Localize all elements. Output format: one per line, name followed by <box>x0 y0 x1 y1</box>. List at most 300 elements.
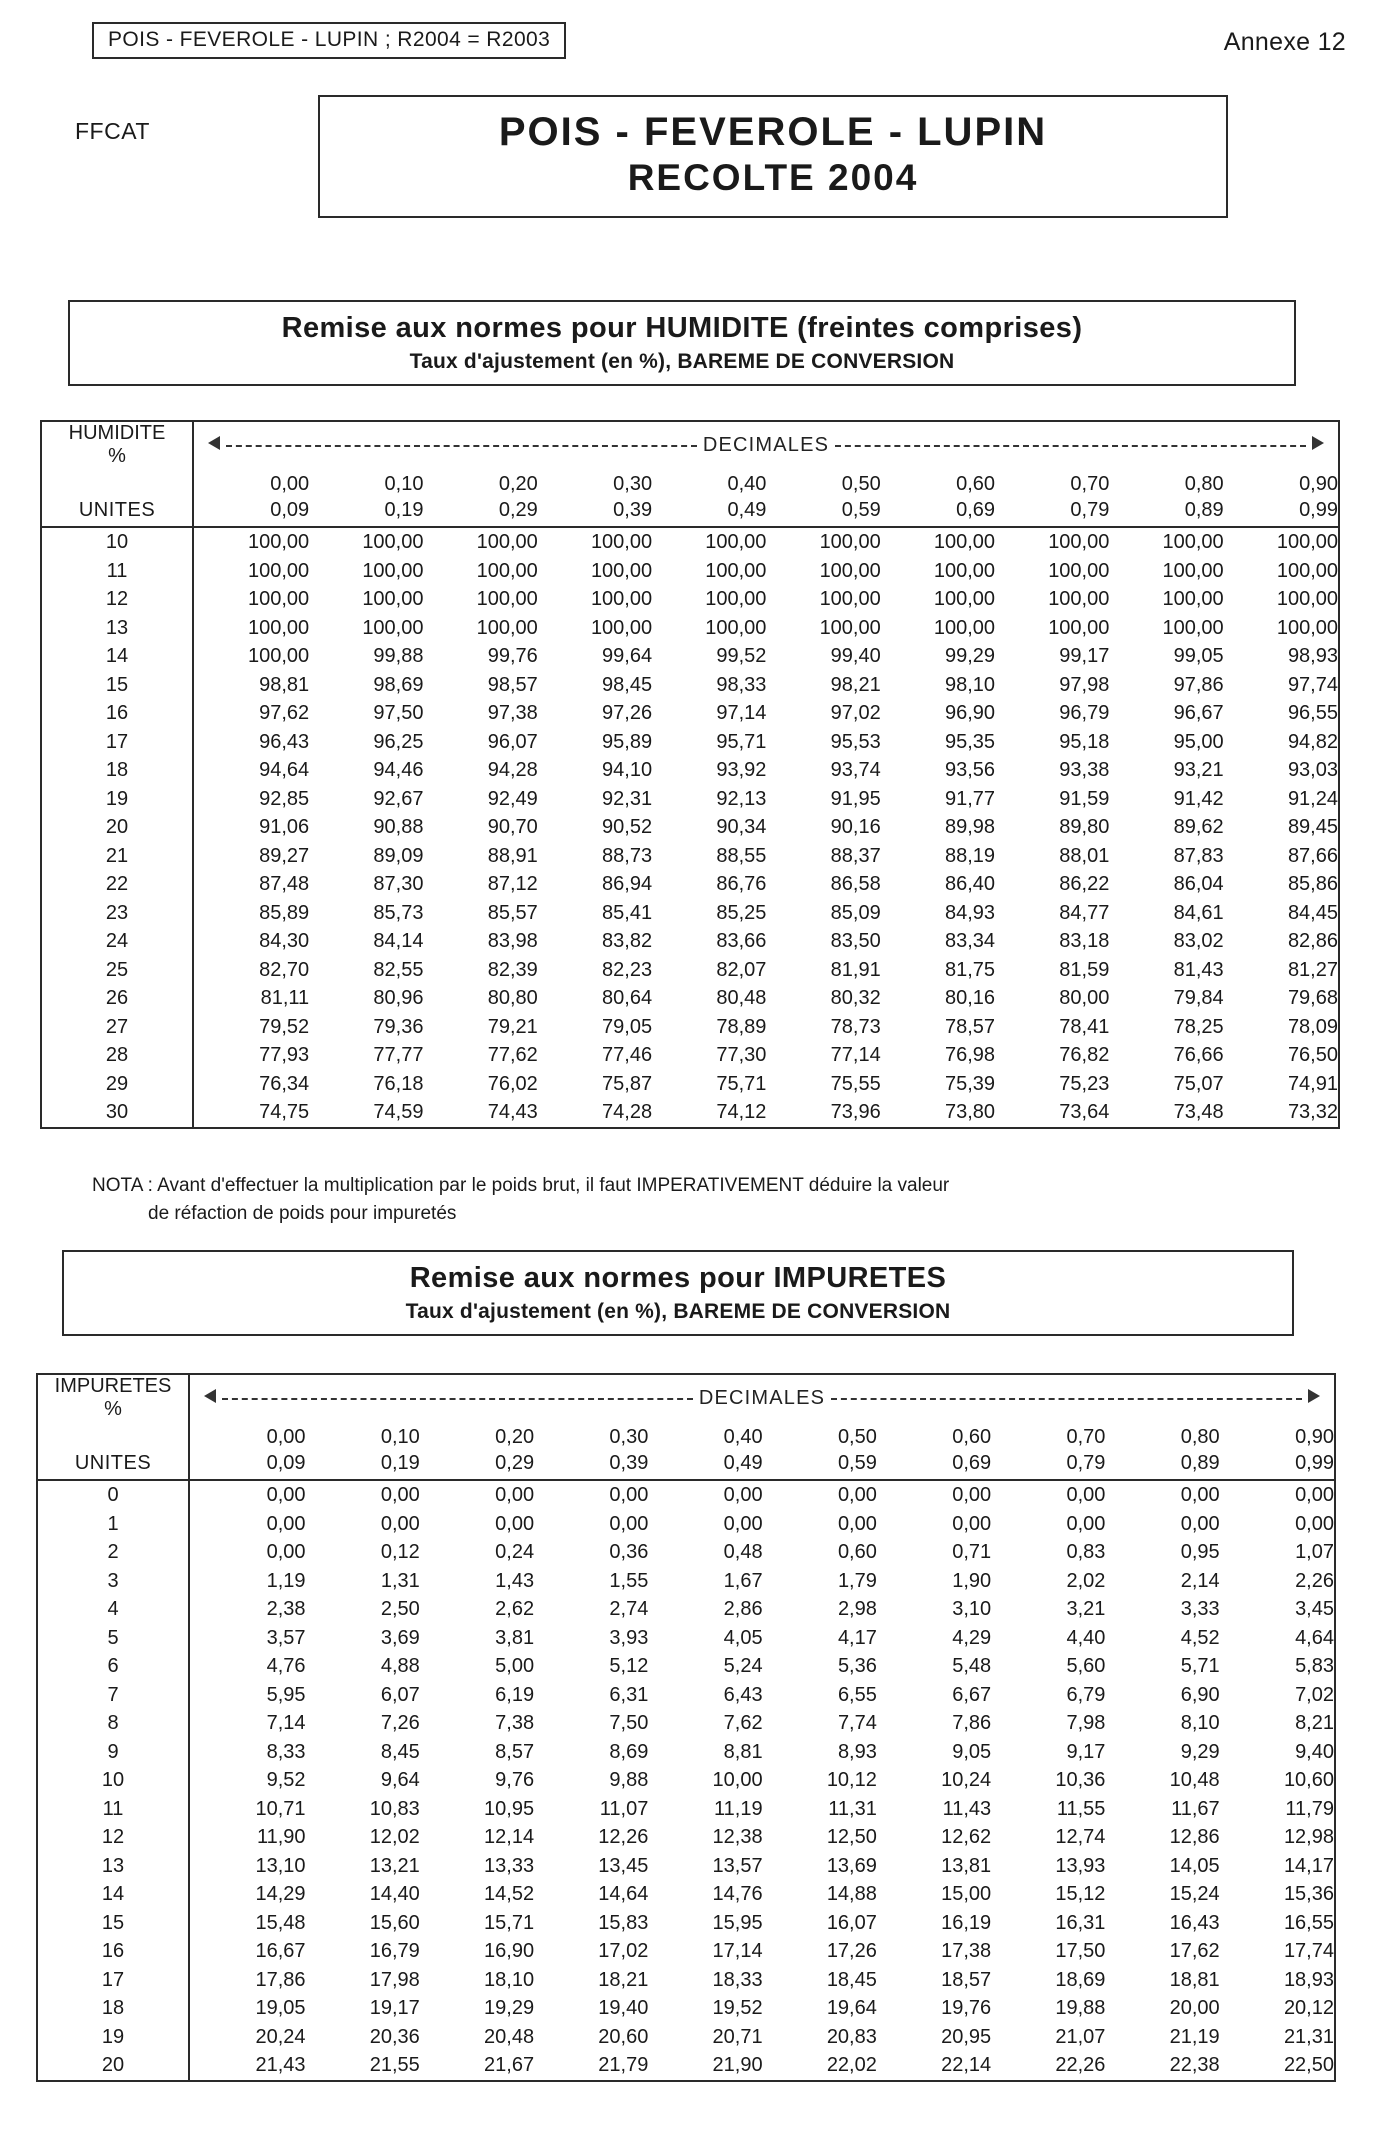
cell-10-4: 100,00 <box>705 531 767 553</box>
cell-23-3: 85,41 <box>602 901 653 924</box>
cell-26-3: 80,64 <box>602 987 653 1009</box>
row-unit-label: 12 <box>42 585 193 614</box>
cell-20-7: 89,80 <box>1059 816 1110 838</box>
cell-26-1: 80,96 <box>373 987 424 1009</box>
row-unit-label: 19 <box>38 2023 189 2052</box>
table-row <box>42 557 1338 586</box>
cell-6-3: 5,12 <box>609 1655 649 1677</box>
cell-21-3: 88,73 <box>602 844 653 867</box>
cell-10-7: 100,00 <box>1048 531 1110 553</box>
cell-19-1: 20,36 <box>369 2025 420 2048</box>
cell-16-1: 97,50 <box>373 702 424 724</box>
humidite-col-top-9: 0,90 <box>1299 473 1338 495</box>
table-row <box>42 956 1338 985</box>
cell-21-2: 88,91 <box>487 844 538 867</box>
cell-26-0: 81,11 <box>260 987 310 1009</box>
cell-30-4: 74,12 <box>716 1101 767 1123</box>
title-line-2: RECOLTE 2004 <box>627 157 919 199</box>
nota-line-2: de réfaction de poids pour impuretés <box>148 1202 457 1224</box>
cell-13-2: 100,00 <box>476 616 538 639</box>
cell-14-8: 15,24 <box>1169 1883 1220 1905</box>
cell-20-2: 90,70 <box>487 816 538 838</box>
cell-15-2: 15,71 <box>484 1911 535 1934</box>
cell-9-3: 8,69 <box>609 1740 649 1763</box>
cell-6-2: 5,00 <box>495 1655 535 1677</box>
cell-8-1: 7,26 <box>380 1712 420 1734</box>
cell-11-2: 10,95 <box>484 1797 535 1820</box>
cell-8-4: 7,62 <box>723 1712 763 1734</box>
cell-19-4: 20,71 <box>712 2025 763 2048</box>
cell-6-8: 5,71 <box>1180 1655 1220 1677</box>
cell-17-8: 18,81 <box>1169 1968 1220 1991</box>
cell-15-8: 97,86 <box>1173 673 1224 696</box>
cell-18-6: 93,56 <box>944 759 996 781</box>
cell-13-5: 13,69 <box>826 1854 877 1877</box>
cell-15-0: 15,48 <box>255 1911 306 1934</box>
impuretes-col-bot-4: 0,49 <box>648 1450 762 1480</box>
cell-25-2: 82,39 <box>487 958 538 981</box>
cell-18-1: 94,46 <box>373 759 424 781</box>
cell-15-3: 15,83 <box>598 1911 649 1934</box>
table-row <box>42 728 1338 757</box>
cell-26-8: 79,84 <box>1173 987 1224 1009</box>
cell-18-1: 19,17 <box>369 1997 420 2019</box>
cell-7-8: 6,90 <box>1180 1683 1220 1706</box>
cell-20-5: 22,02 <box>826 2054 877 2076</box>
cell-16-7: 17,50 <box>1055 1940 1106 1962</box>
cell-15-4: 98,33 <box>716 673 767 696</box>
cell-16-3: 17,02 <box>598 1940 649 1962</box>
cell-15-8: 16,43 <box>1169 1911 1220 1934</box>
row-unit-label: 29 <box>42 1070 193 1099</box>
cell-11-3: 100,00 <box>590 559 653 582</box>
cell-18-6: 19,76 <box>941 1997 992 2019</box>
row-unit-label: 3 <box>38 1567 189 1596</box>
cell-29-4: 75,71 <box>716 1072 767 1095</box>
cell-19-4: 92,13 <box>716 787 767 810</box>
cell-19-8: 21,19 <box>1169 2025 1220 2048</box>
cell-28-8: 76,66 <box>1173 1044 1224 1066</box>
row-unit-label: 27 <box>42 1013 193 1042</box>
cell-2-9: 1,07 <box>1295 1541 1334 1563</box>
cell-13-9: 14,17 <box>1283 1854 1334 1877</box>
cell-19-3: 20,60 <box>598 2025 649 2048</box>
cell-25-0: 82,70 <box>259 958 310 981</box>
cell-9-6: 9,05 <box>952 1740 992 1763</box>
cell-21-8: 87,83 <box>1173 844 1224 867</box>
cell-11-8: 100,00 <box>1162 559 1224 582</box>
humidite-decimales-label: DECIMALES <box>702 433 830 456</box>
cell-18-9: 20,12 <box>1283 1997 1334 2019</box>
cell-17-6: 95,35 <box>944 730 996 753</box>
cell-26-9: 79,68 <box>1287 987 1338 1009</box>
humidite-col-bot-7: 0,79 <box>995 497 1109 527</box>
cell-27-2: 79,21 <box>487 1015 538 1038</box>
cell-17-6: 18,57 <box>941 1968 992 1991</box>
cell-17-3: 18,21 <box>598 1968 649 1991</box>
cell-11-6: 100,00 <box>933 559 996 582</box>
cell-13-0: 100,00 <box>248 616 310 639</box>
cell-13-1: 100,00 <box>362 616 424 639</box>
cell-9-2: 8,57 <box>495 1740 535 1763</box>
cell-15-5: 98,21 <box>830 673 881 696</box>
top-header-row <box>0 22 1374 64</box>
humidite-range-top-row <box>42 468 1338 497</box>
impuretes-decimales-header <box>189 1375 1334 1421</box>
table-row <box>38 2023 1334 2052</box>
annexe-label: Annexe 12 <box>1223 28 1346 56</box>
cell-29-8: 75,07 <box>1173 1072 1224 1095</box>
row-unit-label: 17 <box>42 728 193 757</box>
impuretes-col-bot-7: 0,79 <box>991 1450 1105 1480</box>
cell-23-9: 84,45 <box>1287 901 1338 924</box>
cell-11-1: 10,83 <box>369 1797 420 1820</box>
table-row <box>42 813 1338 842</box>
cell-29-1: 76,18 <box>373 1072 424 1095</box>
cell-18-7: 19,88 <box>1055 1997 1106 2019</box>
humidite-col-top-0: 0,00 <box>270 473 310 495</box>
cell-17-0: 96,43 <box>259 730 310 753</box>
banner-impuretes-title: Remise aux normes pour IMPURETES <box>409 1262 947 1294</box>
cell-16-0: 16,67 <box>255 1940 306 1962</box>
cell-14-0: 100,00 <box>248 645 310 667</box>
arrow-left-icon <box>208 434 220 456</box>
table-row <box>38 1937 1334 1966</box>
cell-6-7: 5,60 <box>1066 1655 1106 1677</box>
table-row <box>38 1909 1334 1938</box>
cell-17-3: 95,89 <box>602 730 653 753</box>
table-row <box>42 1070 1338 1099</box>
impuretes-range-bottom-row <box>38 1450 1334 1480</box>
impuretes-table-body <box>38 1480 1334 2080</box>
humidite-col-top-3: 0,30 <box>613 473 653 495</box>
row-unit-label: 22 <box>42 870 193 899</box>
cell-1-7: 0,00 <box>1066 1512 1106 1535</box>
cell-20-2: 21,67 <box>484 2054 535 2076</box>
cell-5-3: 3,93 <box>609 1626 649 1649</box>
table-row <box>42 1041 1338 1070</box>
impuretes-col-top-2: 0,20 <box>495 1426 535 1448</box>
cell-1-1: 0,00 <box>380 1512 420 1535</box>
cell-21-4: 88,55 <box>716 844 767 867</box>
cell-23-0: 85,89 <box>259 901 310 924</box>
cell-23-2: 85,57 <box>487 901 538 924</box>
humidite-col-top-5: 0,50 <box>841 473 881 495</box>
cell-13-8: 14,05 <box>1169 1854 1220 1877</box>
row-unit-label: 18 <box>42 756 193 785</box>
row-unit-label: 20 <box>38 2051 189 2080</box>
dash-line-right <box>831 1398 1302 1400</box>
cell-18-3: 94,10 <box>602 759 653 781</box>
humidite-unites-label <box>42 497 193 527</box>
impuretes-corner-label <box>38 1375 189 1421</box>
table-row <box>42 614 1338 643</box>
cell-17-8: 95,00 <box>1173 730 1224 753</box>
cell-27-5: 78,73 <box>830 1015 881 1038</box>
cell-18-5: 93,74 <box>830 759 881 781</box>
table-row <box>38 1994 1334 2023</box>
cell-9-9: 9,40 <box>1295 1740 1334 1763</box>
cell-12-4: 100,00 <box>705 588 767 610</box>
cell-13-3: 13,45 <box>598 1854 649 1877</box>
row-unit-label: 20 <box>42 813 193 842</box>
cell-12-0: 11,90 <box>256 1826 306 1848</box>
cell-17-7: 95,18 <box>1059 730 1110 753</box>
impuretes-col-bot-8: 0,89 <box>1105 1450 1219 1480</box>
cell-22-6: 86,40 <box>944 873 996 895</box>
table-row <box>38 1652 1334 1681</box>
cell-0-4: 0,00 <box>723 1484 763 1506</box>
cell-1-0: 0,00 <box>266 1512 306 1535</box>
cell-17-7: 18,69 <box>1055 1968 1106 1991</box>
cell-21-7: 88,01 <box>1059 844 1110 867</box>
cell-15-6: 16,19 <box>941 1911 992 1934</box>
humidite-corner-label <box>42 422 193 468</box>
cell-0-9: 0,00 <box>1295 1484 1334 1506</box>
cell-30-7: 73,64 <box>1059 1101 1110 1123</box>
cell-5-4: 4,05 <box>723 1626 763 1649</box>
cell-12-8: 100,00 <box>1162 588 1224 610</box>
cell-20-9: 89,45 <box>1287 816 1338 838</box>
cell-30-8: 73,48 <box>1173 1101 1224 1123</box>
cell-29-9: 74,91 <box>1287 1072 1338 1095</box>
cell-10-4: 10,00 <box>712 1769 763 1791</box>
cell-19-0: 20,24 <box>255 2025 306 2048</box>
cell-3-9: 2,26 <box>1295 1569 1334 1592</box>
cell-2-8: 0,95 <box>1180 1541 1220 1563</box>
cell-1-5: 0,00 <box>837 1512 877 1535</box>
cell-5-6: 4,29 <box>952 1626 992 1649</box>
cell-13-0: 13,10 <box>255 1854 306 1877</box>
cell-25-8: 81,43 <box>1173 958 1224 981</box>
table-row <box>42 671 1338 700</box>
cell-30-0: 74,75 <box>259 1101 310 1123</box>
cell-20-0: 91,06 <box>259 816 310 838</box>
cell-11-8: 11,67 <box>1171 1797 1220 1820</box>
cell-12-2: 100,00 <box>476 588 538 610</box>
cell-1-6: 0,00 <box>952 1512 992 1535</box>
humidite-corner-title: HUMIDITE <box>68 422 166 444</box>
row-unit-label: 19 <box>42 785 193 814</box>
cell-24-2: 83,98 <box>487 930 538 952</box>
cell-14-8: 99,05 <box>1173 645 1224 667</box>
cell-0-6: 0,00 <box>952 1484 992 1506</box>
impuretes-col-bot-6: 0,69 <box>877 1450 991 1480</box>
cell-19-5: 20,83 <box>826 2025 877 2048</box>
cell-4-9: 3,45 <box>1295 1598 1334 1620</box>
cell-10-9: 10,60 <box>1283 1769 1334 1791</box>
cell-15-5: 16,07 <box>826 1911 877 1934</box>
cell-14-2: 99,76 <box>487 645 538 667</box>
cell-26-7: 80,00 <box>1059 987 1110 1009</box>
impuretes-corner-pct: % <box>104 1398 122 1420</box>
cell-7-1: 6,07 <box>380 1683 420 1706</box>
cell-30-3: 74,28 <box>602 1101 653 1123</box>
cell-5-9: 4,64 <box>1295 1626 1334 1649</box>
cell-13-8: 100,00 <box>1162 616 1224 639</box>
cell-18-3: 19,40 <box>598 1997 649 2019</box>
cell-12-9: 12,98 <box>1283 1826 1334 1848</box>
row-unit-label: 6 <box>38 1652 189 1681</box>
dash-line-right <box>835 445 1306 447</box>
cell-6-4: 5,24 <box>723 1655 763 1677</box>
cell-14-0: 14,29 <box>255 1883 306 1905</box>
cell-6-9: 5,83 <box>1295 1655 1334 1677</box>
cell-14-3: 99,64 <box>602 645 653 667</box>
cell-15-2: 98,57 <box>487 673 538 696</box>
cell-5-5: 4,17 <box>837 1626 877 1649</box>
cell-13-1: 13,21 <box>369 1854 420 1877</box>
cell-5-0: 3,57 <box>266 1626 306 1649</box>
cell-7-3: 6,31 <box>609 1683 649 1706</box>
cell-26-2: 80,80 <box>487 987 538 1009</box>
cell-5-8: 4,52 <box>1180 1626 1220 1649</box>
cell-29-2: 76,02 <box>487 1072 538 1095</box>
cell-23-7: 84,77 <box>1059 901 1110 924</box>
humidite-grid <box>42 422 1338 1127</box>
cell-0-5: 0,00 <box>837 1484 877 1506</box>
cell-14-3: 14,64 <box>598 1883 649 1905</box>
cell-15-7: 16,31 <box>1055 1911 1106 1934</box>
cell-14-4: 14,76 <box>712 1883 763 1905</box>
cell-10-5: 100,00 <box>819 531 881 553</box>
impuretes-col-bot-0: 0,09 <box>189 1450 306 1480</box>
cell-12-3: 100,00 <box>590 588 653 610</box>
cell-16-9: 17,74 <box>1283 1940 1334 1962</box>
cell-6-0: 4,76 <box>266 1655 306 1677</box>
cell-2-0: 0,00 <box>266 1541 306 1563</box>
cell-20-7: 22,26 <box>1055 2054 1106 2076</box>
arrow-right-icon <box>1312 434 1324 456</box>
impuretes-col-bot-3: 0,39 <box>534 1450 648 1480</box>
cell-22-3: 86,94 <box>602 873 653 895</box>
cell-2-3: 0,36 <box>609 1541 649 1563</box>
cell-29-5: 75,55 <box>830 1072 881 1095</box>
dash-line-left <box>226 445 697 447</box>
cell-24-0: 84,30 <box>259 930 310 952</box>
humidite-range-bottom-row <box>42 497 1338 527</box>
table-row <box>38 2051 1334 2080</box>
cell-29-6: 75,39 <box>944 1072 996 1095</box>
cell-28-5: 77,14 <box>830 1044 881 1066</box>
cell-20-5: 90,16 <box>830 816 881 838</box>
cell-16-5: 97,02 <box>830 702 881 724</box>
humidite-col-top-1: 0,10 <box>384 473 424 495</box>
table-row <box>42 699 1338 728</box>
cell-4-1: 2,50 <box>380 1598 420 1620</box>
cell-24-5: 83,50 <box>830 930 881 952</box>
row-unit-label: 2 <box>38 1538 189 1567</box>
cell-20-3: 21,79 <box>598 2054 649 2076</box>
cell-1-9: 0,00 <box>1295 1512 1334 1535</box>
cell-20-4: 21,90 <box>712 2054 763 2076</box>
impuretes-corner-title: IMPURETES <box>54 1375 172 1397</box>
cell-2-2: 0,24 <box>495 1541 535 1563</box>
cell-16-4: 17,14 <box>712 1940 763 1962</box>
row-unit-label: 11 <box>42 557 193 586</box>
cell-3-4: 1,67 <box>723 1569 763 1592</box>
cell-9-4: 8,81 <box>723 1740 763 1763</box>
cell-18-9: 93,03 <box>1287 759 1338 781</box>
cell-7-0: 5,95 <box>266 1683 306 1706</box>
cell-1-4: 0,00 <box>723 1512 763 1535</box>
cell-2-1: 0,12 <box>380 1541 420 1563</box>
cell-17-1: 17,98 <box>369 1968 420 1991</box>
cell-22-1: 87,30 <box>373 873 424 895</box>
humidite-col-bot-9: 0,99 <box>1224 497 1338 527</box>
spacer-cell <box>42 468 193 497</box>
cell-7-2: 6,19 <box>495 1683 535 1706</box>
cell-18-2: 19,29 <box>484 1997 535 2019</box>
cell-24-6: 83,34 <box>944 930 996 952</box>
cell-11-9: 100,00 <box>1276 559 1338 582</box>
banner-humidite <box>68 300 1296 386</box>
cell-27-6: 78,57 <box>944 1015 996 1038</box>
organisation-label: FFCAT <box>75 118 150 144</box>
cell-10-0: 100,00 <box>248 531 310 553</box>
cell-19-8: 91,42 <box>1173 787 1224 810</box>
cell-29-7: 75,23 <box>1059 1072 1110 1095</box>
cell-7-7: 6,79 <box>1066 1683 1106 1706</box>
impuretes-range-top-row <box>38 1421 1334 1450</box>
cell-25-6: 81,75 <box>944 958 996 981</box>
impuretes-grid <box>38 1375 1334 2080</box>
cell-19-9: 21,31 <box>1283 2025 1334 2048</box>
table-row <box>42 642 1338 671</box>
spacer-cell <box>38 1421 189 1450</box>
cell-23-6: 84,93 <box>944 901 996 924</box>
cell-6-1: 4,88 <box>380 1655 420 1677</box>
cell-3-1: 1,31 <box>380 1569 420 1592</box>
cell-8-8: 8,10 <box>1180 1712 1220 1734</box>
cell-12-0: 100,00 <box>248 588 310 610</box>
cell-1-8: 0,00 <box>1180 1512 1220 1535</box>
impuretes-col-top-5: 0,50 <box>837 1426 877 1448</box>
impuretes-col-bot-9: 0,99 <box>1220 1450 1334 1480</box>
cell-26-4: 80,48 <box>716 987 767 1009</box>
cell-26-6: 80,16 <box>944 987 996 1009</box>
humidite-col-top-7: 0,70 <box>1070 473 1110 495</box>
nota-line-1: NOTA : Avant d'effectuer la multiplication par le poids brut, il faut IMPERATIVEMENT déduire la valeur <box>92 1175 950 1196</box>
cell-16-0: 97,62 <box>259 702 310 724</box>
cell-4-8: 3,33 <box>1180 1598 1220 1620</box>
cell-0-0: 0,00 <box>266 1484 306 1506</box>
cell-13-4: 13,57 <box>712 1854 763 1877</box>
cell-10-3: 100,00 <box>590 531 653 553</box>
humidite-col-bot-5: 0,59 <box>766 497 880 527</box>
cell-17-1: 96,25 <box>373 730 424 753</box>
banner-humidite-title: Remise aux normes pour HUMIDITE (freintes comprises) <box>281 312 1083 344</box>
cell-10-1: 100,00 <box>362 531 424 553</box>
cell-6-6: 5,48 <box>952 1655 992 1677</box>
cell-27-0: 79,52 <box>259 1015 310 1038</box>
cell-10-0: 9,52 <box>266 1769 306 1791</box>
cell-12-5: 12,50 <box>826 1826 877 1848</box>
row-unit-label: 26 <box>42 984 193 1013</box>
cell-12-4: 12,38 <box>712 1826 763 1848</box>
humidite-col-bot-6: 0,69 <box>881 497 995 527</box>
row-unit-label: 13 <box>42 614 193 643</box>
table-row <box>38 1681 1334 1710</box>
cell-1-2: 0,00 <box>495 1512 535 1535</box>
cell-12-9: 100,00 <box>1276 588 1338 610</box>
cell-16-2: 97,38 <box>487 702 538 724</box>
cell-22-8: 86,04 <box>1173 873 1224 895</box>
humidite-col-top-6: 0,60 <box>956 473 996 495</box>
cell-19-2: 92,49 <box>487 787 538 810</box>
row-unit-label: 21 <box>42 842 193 871</box>
cell-3-5: 1,79 <box>837 1569 877 1592</box>
